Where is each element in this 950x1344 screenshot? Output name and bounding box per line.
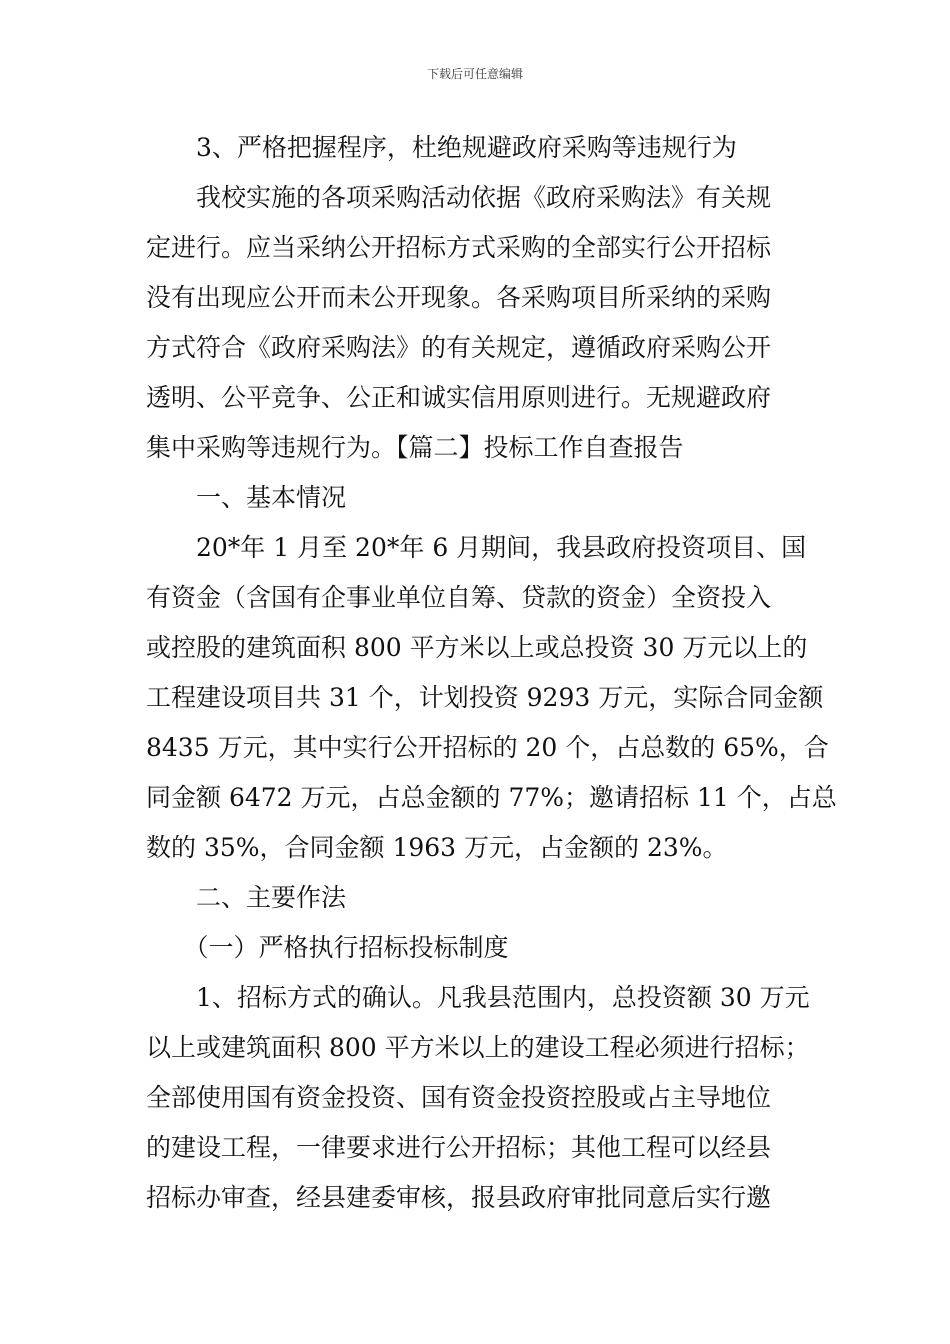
text-line: 集中采购等违规行为。【篇二】投标工作自查报告 xyxy=(146,433,684,462)
text-line: 1、招标方式的确认。凡我县范围内，总投资额 30 万元 xyxy=(146,983,810,1012)
section-heading: 一、基本情况 xyxy=(146,483,347,512)
text-line: 没有出现应公开而未公开现象。各采购项目所采纳的采购 xyxy=(146,283,772,312)
text-line: 有资金（含国有企事业单位自筹、贷款的资金）全资投入 xyxy=(146,583,772,612)
text-line: 同金额 6472 万元，占总金额的 77%；邀请招标 11 个，占总 xyxy=(146,783,837,812)
text-line: 以上或建筑面积 800 平方米以上的建设工程必须进行招标； xyxy=(146,1033,810,1062)
text-line: 透明、公平竞争、公正和诚实信用原则进行。无规避政府 xyxy=(146,383,772,412)
text-line: 20*年 1 月至 20*年 6 月期间，我县政府投资项目、国 xyxy=(146,533,807,562)
text-line: 招标办审查，经县建委审核，报县政府审批同意后实行邀 xyxy=(146,1183,772,1212)
text-line: 定进行。应当采纳公开招标方式采购的全部实行公开招标 xyxy=(146,233,772,262)
text-line: 8435 万元，其中实行公开招标的 20 个，占总数的 65%，合 xyxy=(146,733,829,762)
text-line: 或控股的建筑面积 800 平方米以上或总投资 30 万元以上的 xyxy=(146,633,808,662)
text-line: 数的 35%，合同金额 1963 万元，占金额的 23%。 xyxy=(146,833,728,862)
section-heading: 二、主要作法 xyxy=(146,883,347,912)
page-header: 下载后可任意编辑 xyxy=(426,67,523,81)
text-line: 全部使用国有资金投资、国有资金投资控股或占主导地位 xyxy=(146,1083,772,1112)
text-line: 的建设工程，一律要求进行公开招标；其他工程可以经县 xyxy=(146,1133,772,1162)
subsection-heading: （一）严格执行招标投标制度 xyxy=(146,933,509,962)
text-line: 我校实施的各项采购活动依据《政府采购法》有关规 xyxy=(146,183,772,212)
text-line: 工程建设项目共 31 个，计划投资 9293 万元，实际合同金额 xyxy=(146,683,824,712)
text-line: 方式符合《政府采购法》的有关规定，遵循政府采购公开 xyxy=(146,333,772,362)
text-line: 3、严格把握程序，杜绝规避政府采购等违规行为 xyxy=(146,133,737,162)
